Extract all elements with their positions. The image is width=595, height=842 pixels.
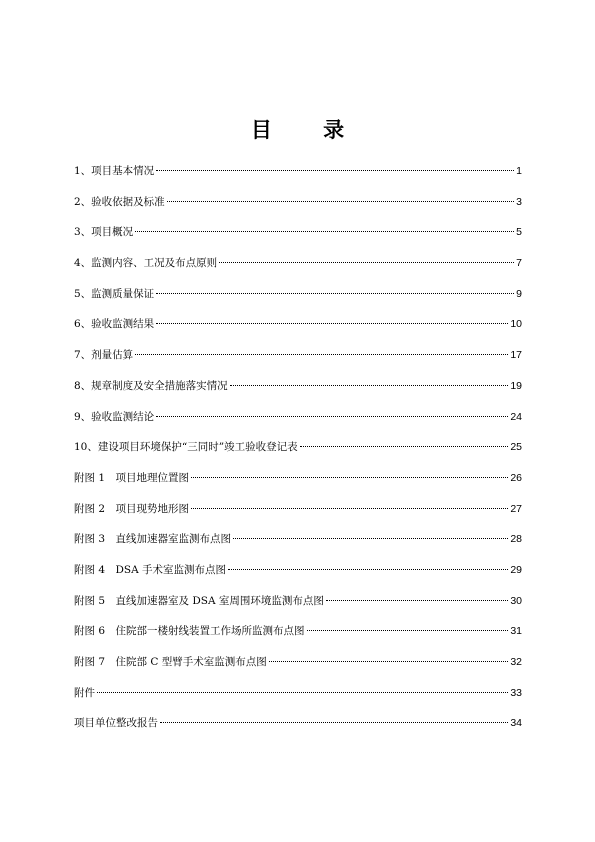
toc-entry-label: 3、项目概况: [74, 226, 134, 239]
dot-leader: [233, 538, 508, 539]
dot-leader: [156, 323, 508, 324]
dot-leader: [326, 600, 508, 601]
dot-leader: [219, 262, 514, 263]
page-title: 目 录: [250, 118, 367, 142]
toc-entry-page-number: 26: [510, 471, 522, 484]
dot-leader: [156, 416, 508, 417]
toc-entry[interactable]: [74, 163, 522, 194]
toc-entry-label: 附图 2 项目现势地形图: [74, 502, 190, 515]
dot-leader: [97, 692, 508, 693]
dot-leader: [191, 477, 508, 478]
toc-entry-page-number: 7: [516, 257, 522, 270]
toc-entry-page-number: 5: [516, 226, 522, 239]
toc-entry-page-number: 31: [510, 625, 522, 638]
toc-entry-page-number: 19: [510, 379, 522, 392]
toc-entry-label: 2、验收依据及标准: [74, 195, 165, 208]
dot-leader: [160, 722, 508, 723]
dot-leader: [230, 385, 509, 386]
toc-entry[interactable]: [74, 593, 522, 624]
toc-entry[interactable]: [74, 439, 522, 470]
toc-entry[interactable]: [74, 470, 522, 501]
toc-entry[interactable]: [74, 685, 522, 716]
toc-entry-page-number: 3: [516, 195, 522, 208]
toc-entry[interactable]: [74, 224, 522, 255]
dot-leader: [228, 569, 508, 570]
toc-entry-label: 附图 1 项目地理位置图: [74, 471, 190, 484]
toc-entry[interactable]: [74, 562, 522, 593]
toc-entry-label: 7、剂量估算: [74, 349, 134, 362]
dot-leader: [156, 170, 514, 171]
toc-entry-page-number: 10: [510, 318, 522, 331]
toc-entry[interactable]: [74, 654, 522, 685]
toc-entry[interactable]: [74, 255, 522, 286]
toc-entry-label: 6、验收监测结果: [74, 318, 155, 331]
dot-leader: [167, 201, 514, 202]
dot-leader: [300, 446, 509, 447]
toc-entry-page-number: 27: [510, 502, 522, 515]
toc-entry-label: 1、项目基本情况: [74, 165, 155, 177]
toc-entry-label: 8、规章制度及安全措施落实情况: [74, 379, 228, 392]
toc-entry-label: 5、监测质量保证: [74, 287, 155, 300]
toc-entry-label: 附图 4 DSA 手术室监测布点图: [74, 563, 227, 576]
table-of-contents: [74, 163, 522, 746]
toc-entry-label: 项目单位整改报告: [74, 717, 158, 730]
toc-entry[interactable]: [74, 531, 522, 562]
toc-entry-page-number: 28: [510, 533, 522, 546]
toc-entry-page-number: 29: [510, 563, 522, 576]
dot-leader: [307, 630, 509, 631]
dot-leader: [156, 293, 514, 294]
toc-entry-label: 附图 7 住院部 C 型臂手术室监测布点图: [74, 656, 267, 668]
toc-entry-page-number: 17: [510, 349, 522, 362]
toc-entry[interactable]: [74, 316, 522, 347]
toc-entry-page-number: 33: [510, 686, 522, 699]
toc-entry-label: 附件: [74, 686, 95, 699]
toc-entry-label: 4、监测内容、工况及布点原则: [74, 257, 218, 270]
toc-entry-page-number: 34: [510, 717, 522, 730]
dot-leader: [135, 354, 508, 355]
toc-entry[interactable]: [74, 715, 522, 746]
dot-leader: [135, 231, 514, 232]
toc-entry-page-number: 1: [516, 165, 522, 177]
toc-entry-label: 10、建设项目环境保护“三同时”竣工验收登记表: [74, 441, 298, 454]
toc-entry[interactable]: [74, 378, 522, 409]
toc-entry[interactable]: [74, 623, 522, 654]
toc-entry[interactable]: [74, 347, 522, 378]
toc-entry-page-number: 9: [516, 287, 522, 300]
toc-entry[interactable]: [74, 286, 522, 317]
toc-entry[interactable]: [74, 194, 522, 225]
toc-entry-label: 附图 5 直线加速器室及 DSA 室周围环境监测布点图: [74, 594, 324, 607]
toc-entry[interactable]: [74, 501, 522, 532]
toc-entry-label: 附图 3 直线加速器室监测布点图: [74, 533, 232, 546]
toc-entry-page-number: 25: [510, 441, 522, 454]
dot-leader: [191, 508, 508, 509]
toc-entry-page-number: 30: [510, 594, 522, 607]
dot-leader: [269, 661, 509, 662]
toc-entry-label: 9、验收监测结论: [74, 410, 155, 423]
toc-entry-page-number: 24: [510, 410, 522, 423]
toc-entry-page-number: 32: [510, 656, 522, 668]
toc-entry-label: 附图 6 住院部一楼射线装置工作场所监测布点图: [74, 625, 305, 638]
toc-entry[interactable]: [74, 409, 522, 440]
